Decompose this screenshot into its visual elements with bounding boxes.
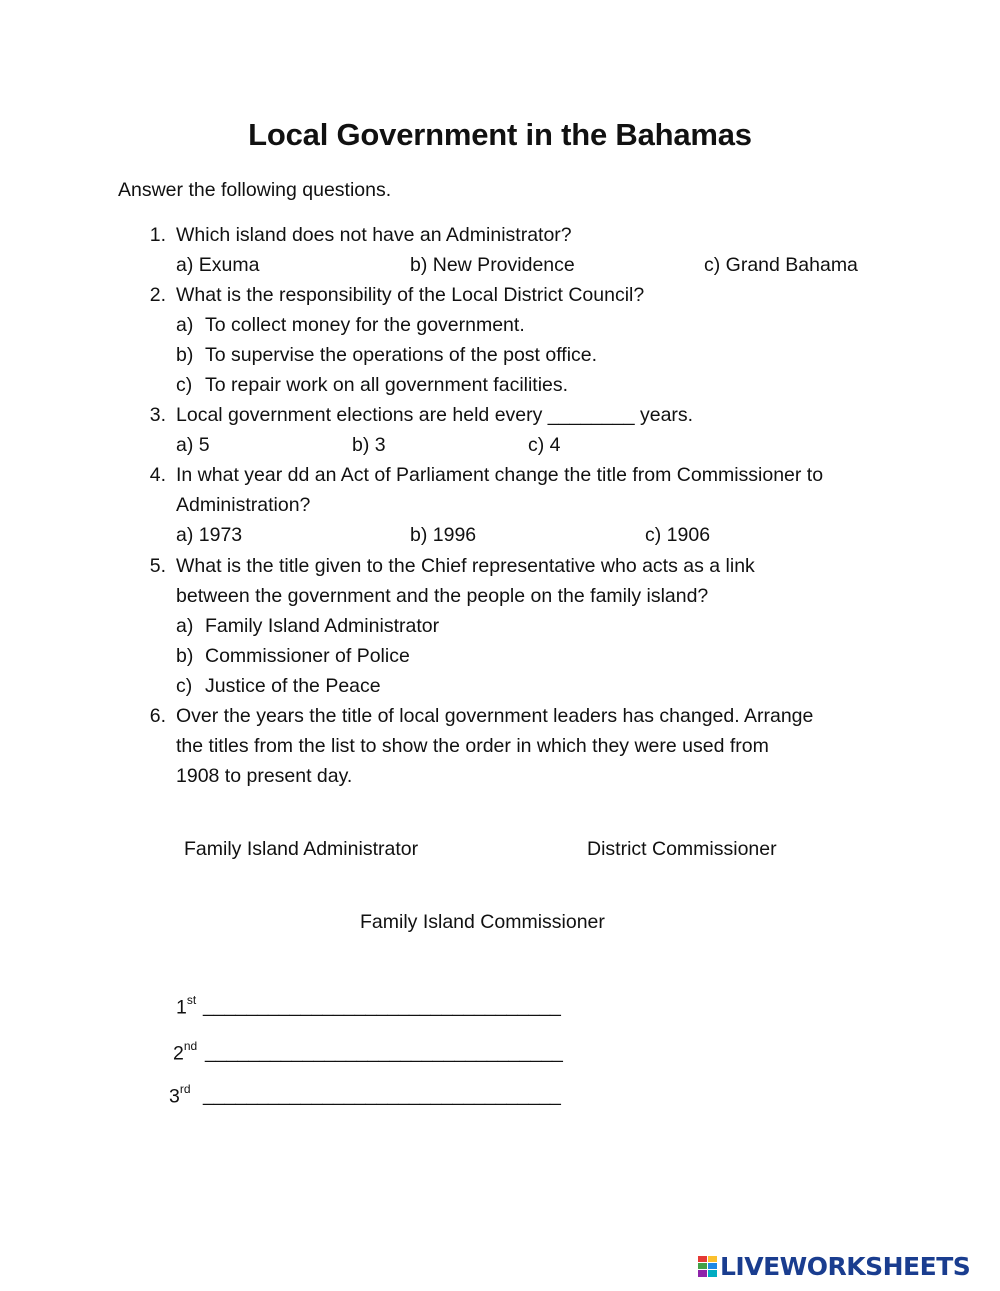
option-c: c) 1906 — [645, 524, 711, 546]
answer-field-2[interactable]: _________________________________ — [205, 1041, 563, 1063]
worksheet-title: Local Government in the Bahamas — [248, 117, 752, 152]
option-letter: c) — [176, 374, 193, 396]
question-number: 1. — [149, 224, 166, 246]
option-letter: a) — [176, 615, 194, 637]
option-a: Family Island Administrator — [205, 615, 440, 637]
question-text-line-3: 1908 to present day. — [176, 765, 353, 787]
question-number: 4. — [149, 464, 166, 486]
question-text-line-2: Administration? — [176, 494, 311, 516]
option-c: c) 4 — [528, 434, 561, 456]
question-text-line-2: between the government and the people on the family island? — [176, 585, 709, 607]
option-a: a) 1973 — [176, 524, 243, 546]
word-bank-item[interactable]: Family Island Commissioner — [360, 911, 605, 933]
word-bank-item[interactable]: Family Island Administrator — [184, 838, 419, 860]
question-number: 3. — [149, 404, 166, 426]
option-letter: b) — [176, 344, 194, 366]
option-a: a) Exuma — [176, 254, 260, 276]
answer-rank-3: 3rd — [169, 1082, 191, 1108]
word-bank-item[interactable]: District Commissioner — [587, 838, 777, 860]
answer-field-3[interactable]: _________________________________ — [203, 1084, 561, 1106]
option-c: c) Grand Bahama — [704, 254, 858, 276]
option-b: b) 1996 — [410, 524, 477, 546]
option-b: To supervise the operations of the post office. — [205, 344, 598, 366]
option-a: a) 5 — [176, 434, 210, 456]
question-text-line-1: What is the title given to the Chief representative who acts as a link — [176, 555, 755, 577]
option-b: b) 3 — [352, 434, 386, 456]
option-letter: b) — [176, 645, 194, 667]
option-c: Justice of the Peace — [205, 675, 381, 697]
answer-field-1[interactable]: _________________________________ — [203, 995, 561, 1017]
question-text-line-2: the titles from the list to show the order in which they were used from — [176, 735, 769, 757]
question-text-line-1: In what year dd an Act of Parliament change the title from Commissioner to — [176, 464, 824, 486]
question-number: 2. — [149, 284, 166, 306]
option-b: b) New Providence — [410, 254, 575, 276]
question-number: 6. — [149, 705, 166, 727]
instructions: Answer the following questions. — [118, 179, 392, 201]
question-text: What is the responsibility of the Local District Council? — [176, 284, 645, 306]
answer-rank-1: 1st — [176, 993, 197, 1019]
option-letter: c) — [176, 675, 193, 697]
answer-rank-2: 2nd — [173, 1039, 198, 1065]
liveworksheets-logo-icon — [698, 1256, 718, 1278]
option-a: To collect money for the government. — [205, 314, 525, 336]
question-text: Which island does not have an Administrator? — [176, 224, 572, 246]
question-text: Local government elections are held every ________ years. — [176, 404, 694, 426]
option-c: To repair work on all government facilities. — [205, 374, 569, 396]
brand-name: LIVEWORKSHEETS — [720, 1252, 971, 1281]
footer-logo[interactable] — [698, 1252, 970, 1281]
question-text-line-1: Over the years the title of local government leaders has changed. Arrange — [176, 705, 814, 727]
option-letter: a) — [176, 314, 194, 336]
question-number: 5. — [149, 555, 166, 577]
option-b: Commissioner of Police — [205, 645, 410, 667]
